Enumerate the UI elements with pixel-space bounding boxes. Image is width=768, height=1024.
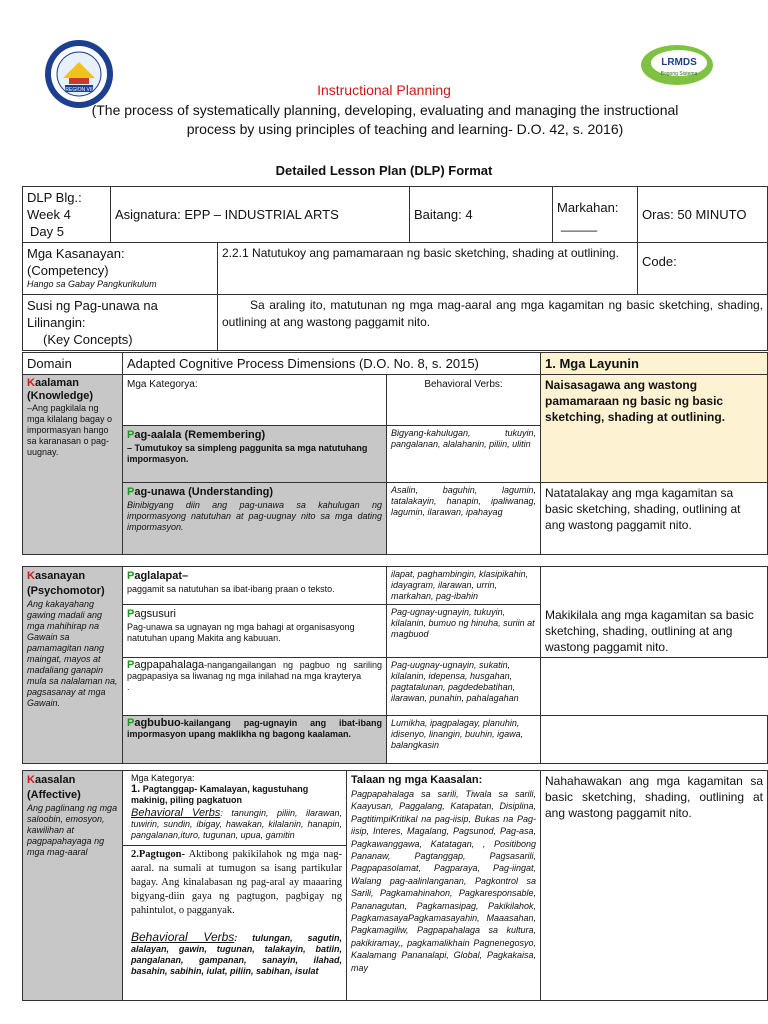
subtitle-line-1: (The process of systematically planning, developing, evaluating and managing the instructional	[91, 102, 679, 118]
asignatura-label: Asignatura: EPP – INDUSTRIAL ARTS	[115, 207, 339, 222]
creating-verbs: Lumikha, ipagpalagay, planuhin, idisenyo, linangin, buuhin, igawa, balangkasin	[387, 716, 541, 764]
applying-verbs: ilapat, paghambingin, klasipikahin, idayagram, ilarawan, urrin, markahan, pag-ibahin	[387, 567, 541, 605]
responding-text: Aktibong pakikilahok ng mga nag-aaral. na sumali at tumugon sa isang partikular bagay. Ang kinalabasan ng pag-aral ay maaaring bigyang-diin gaya ng pagtugon, pagbigay ng pahintulot, o pagganyak.	[131, 849, 342, 916]
remembering-desc: – Tumutukoy sa simpleng paggunita sa mga natutuhang impormasyon.	[127, 443, 368, 464]
baitang-cell	[410, 187, 553, 243]
creating-title: agbubuo	[134, 717, 181, 729]
competency-label-cell	[23, 243, 218, 295]
creating-empty-cell	[541, 716, 768, 764]
remembering-initial: P	[127, 429, 135, 441]
remembering-title: ag-aalala (Remembering)	[134, 429, 266, 441]
knowledge-table	[22, 352, 768, 555]
key-label-3: (Key Concepts)	[43, 332, 133, 347]
info-table	[22, 186, 768, 351]
dlp-label: DLP Blg.:	[27, 190, 82, 205]
applying-cell	[123, 567, 387, 605]
analyzing-verbs: Pag-ugnay-ugnayin, tukuyin, kilalanin, bumuo ng hinuha, suriin at magbuod	[387, 605, 541, 658]
subtitle-line-2: process by using principles of teaching and learning- D.O. 42, s. 2016)	[186, 121, 624, 137]
evaluating-dot: .	[127, 682, 130, 692]
layunin-header: 1. Mga Layunin	[541, 353, 768, 375]
domain-header: Domain	[23, 353, 123, 375]
analyzing-cell	[123, 605, 387, 658]
bv1-label: Behavioral Verbs	[131, 807, 221, 819]
format-title: Detailed Lesson Plan (DLP) Format	[275, 163, 493, 178]
page-subtitle	[60, 101, 710, 139]
affective-sub: (Affective)	[27, 789, 81, 801]
competency-label-2: (Competency)	[27, 263, 109, 278]
knowledge-sub: (Knowledge)	[27, 390, 93, 402]
evaluating-initial: P	[127, 659, 135, 671]
affective-categories-cell	[123, 771, 347, 1001]
understanding-objective: Natatalakay ang mga kagamitan sa basic sketching, shading, outlining at ang wastong paggamit nito.	[541, 483, 768, 555]
understanding-verbs: Asalin, baguhin, lagumin, tatalakayin, hanapin, ipaliwanag, lagumin, ilarawan, ipahayag	[387, 483, 541, 555]
analyzing-title: agsusuri	[134, 608, 176, 620]
key-label: Susi ng Pag-unawa na	[27, 298, 158, 313]
psychomotor-desc: Ang kakayahang gawing madali ang mga mahihirap na Gawain sa pamamagitan nang maingat, mayos at madaliang ganapin mula sa nalalaman na, pagsasanay at mga Gawain.	[27, 599, 118, 708]
asignatura-cell	[111, 187, 410, 243]
bv1-text: : tanungin, piliin, ilarawan, tuwirin, sundin, ibigay, hawakan, kilalanin, hanapin, pangalanan,ituro, tugunan, upua, gamitin	[131, 808, 343, 840]
lrmds-logo-text: LRMDS	[661, 57, 697, 68]
receiving-number: 1.	[131, 783, 141, 795]
psychomotor-title: asanayan	[34, 570, 86, 582]
psychomotor-initial: K	[27, 570, 35, 582]
page-title: Instructional Planning	[317, 82, 451, 98]
seal-region-text: REGION VII	[65, 87, 93, 93]
understanding-desc: Binibigyang diin ang pag-unawa sa kahulugan ng impormasyong natutuhan at pag-uugnay nito sa mga dating impormasyon.	[127, 500, 382, 532]
talaan-colon: :	[478, 774, 483, 786]
kategorya-label: Mga Kategorya:	[123, 375, 387, 426]
affective-kategorya: Mga Kategorya:	[131, 773, 195, 783]
process-header: Adapted Cognitive Process Dimensions (D.O. No. 8, s. 2015)	[123, 353, 541, 375]
dlp-number-cell	[23, 187, 111, 243]
applying-initial: P	[127, 570, 135, 582]
applying-desc: paggamit sa natutuhan sa ibat-ibang praan o teksto.	[127, 584, 335, 594]
psychomotor-domain-cell	[23, 567, 123, 764]
knowledge-domain-cell	[23, 375, 123, 555]
psychomotor-sub: (Psychomotor)	[27, 585, 105, 597]
knowledge-desc: –Ang pagkilala ng mga kilalang bagay o impormasyan hango sa karanasan o pag-uugnay.	[27, 403, 113, 457]
affective-title: aasalan	[34, 774, 76, 786]
psychomotor-table	[22, 566, 768, 764]
remembering-verbs: Bigyang-kahulugan, tukuyin, pangalanan, alalahanin, piliin, ulitin	[387, 426, 541, 483]
remembering-cell	[123, 426, 387, 483]
psychomotor-objective: Makikilala ang mga kagamitan sa basic sketching, shading, outlining at ang wastong paggamit nito.	[545, 608, 754, 654]
evaluating-title: agpapahalaga	[134, 659, 205, 671]
key-label-2: Lilinangin:	[27, 315, 86, 330]
evaluating-cell	[123, 658, 387, 716]
code-cell	[638, 243, 768, 295]
responding-title: Pagtugon-	[138, 849, 185, 860]
week-label: Week 4	[27, 207, 71, 222]
lrmds-logo-sub: Bagong Sistema	[660, 71, 698, 77]
key-concepts-label-cell	[23, 295, 218, 351]
day-label: Day 5	[30, 224, 64, 239]
baitang-label: Baitang: 4	[414, 207, 473, 222]
key-concepts-text: Sa araling ito, matutunan ng mga mag-aaral ang mga kagamitan ng basic sketching, shading, outlining at ang wastong paggamit nito.	[222, 298, 763, 329]
understanding-title: ag-unawa (Understanding)	[134, 486, 274, 498]
affective-objective: Nahahawakan ang mga kagamitan sa basic sketching, shading, outlining at ang wastong paggamit nito.	[541, 771, 768, 1001]
understanding-cell	[123, 483, 387, 555]
region-seal-logo	[43, 38, 115, 110]
receiving-text: Kamalayan, kagustuhang makinig, piling pagkatuon	[131, 784, 309, 805]
knowledge-initial: K	[27, 377, 35, 389]
competency-text-cell	[218, 243, 638, 295]
creating-cell	[123, 716, 387, 764]
evaluating-desc: -nangangailangan ng pagbuo ng sariling pagpapasiya sa liwanag ng mga inilahad na mga krayterya	[127, 660, 382, 681]
competency-label: Mga Kasanayan:	[27, 246, 125, 261]
evaluating-verbs: Pag-uugnay-ugnayin, sukatin, kilalanin, idepensa, husgahan, pagtatalunan, pagdedebatihan, ilarawan, punahin, pahalagahan	[387, 658, 541, 716]
oras-label: Oras: 50 MINUTO	[642, 207, 747, 222]
responding-number: 2.	[131, 849, 139, 860]
bv2-text: : tulungan, sagutin, alalayan, gawin, tugunan, talakayin, batiin, pangalanan, gampanan, sanayin, ilahad, basahin, sabihin, iulat, piliin, sabihan, isulat	[131, 933, 342, 976]
bv2-label: Behavioral Verbs	[131, 930, 235, 944]
affective-desc: Ang paglinang ng mga saloobin, emosyon, kawilihan at pagpapahayaga ng mga mag-aaral	[27, 803, 118, 857]
knowledge-title: aalaman	[34, 377, 79, 389]
affective-domain-cell	[23, 771, 123, 1001]
creating-desc: -kailangang pag-ugnayin ang ibat-ibang impormasyon upang maklikha ng bagong kaalaman.	[127, 718, 382, 739]
psychomotor-objective-cell	[541, 567, 768, 658]
affective-table	[22, 770, 768, 1001]
markahan-label: Markahan:	[557, 200, 619, 215]
talaan-text: Pagpapahalaga sa sarili, Tiwala sa sarili, Kaayusan, Paggalang, Katapatan, Disiplina, PagtitimpiKritikal na pag-iisip, Bukas na Pag-iisip, Interes, Magalang, Pagsunod, Pag-asa, Pagkawanggawa, Katatagan, , Positibong Pananaw, Pagtanggap, Pagsasarili, Pagpapasolamat, Pagparaya, Pag-iingat, Walang pag-aalinlanganan, Pagkontrol sa Sarili, Pagkamahinahon, Pagkaresponsable, Pananagutan, Pagkamasipag, Pakikilahok, PagkamasayaPagkamasayahin, Maaasahan, Pagkamagiliw, Pagpapahalaga sa kultura, pakikiramay,, pagkamalikhain Pagnenegosyo, Kaalamang Pananalapi, Global, Pagkakaisa, may	[351, 789, 536, 973]
understanding-initial: P	[127, 486, 135, 498]
creating-initial: P	[127, 717, 135, 729]
markahan-cell	[553, 187, 638, 243]
talaan-cell	[347, 771, 541, 1001]
key-concepts-text-cell	[218, 295, 768, 351]
analyzing-desc: Pag-unawa sa ugnayan ng mga bahagi at organisasyong natutuhan upang Makita ang kabuuan.	[127, 622, 355, 643]
affective-initial: K	[27, 774, 35, 786]
competency-text: 2.2.1 Natutukoy ang pamamaraan ng basic sketching, shading at outlining.	[222, 246, 619, 260]
competency-note: Hango sa Gabay Pangkurikulum	[27, 279, 157, 289]
talaan-header: Talaan ng mga Kaasalan	[351, 774, 479, 786]
code-label: Code:	[642, 254, 677, 269]
oras-cell	[638, 187, 768, 243]
behavioral-label: Behavioral Verbs:	[387, 375, 541, 426]
applying-title: aglalapat–	[134, 570, 189, 582]
receiving-title: Pagtanggap-	[142, 784, 198, 794]
layunin-text-cell	[541, 375, 768, 483]
analyzing-initial: P	[127, 608, 135, 620]
layunin-text: Naisasagawa ang wastong pamamaraan ng basic ng basic sketching, shading at outlining.	[545, 378, 726, 424]
markahan-blank: _____	[561, 217, 598, 232]
